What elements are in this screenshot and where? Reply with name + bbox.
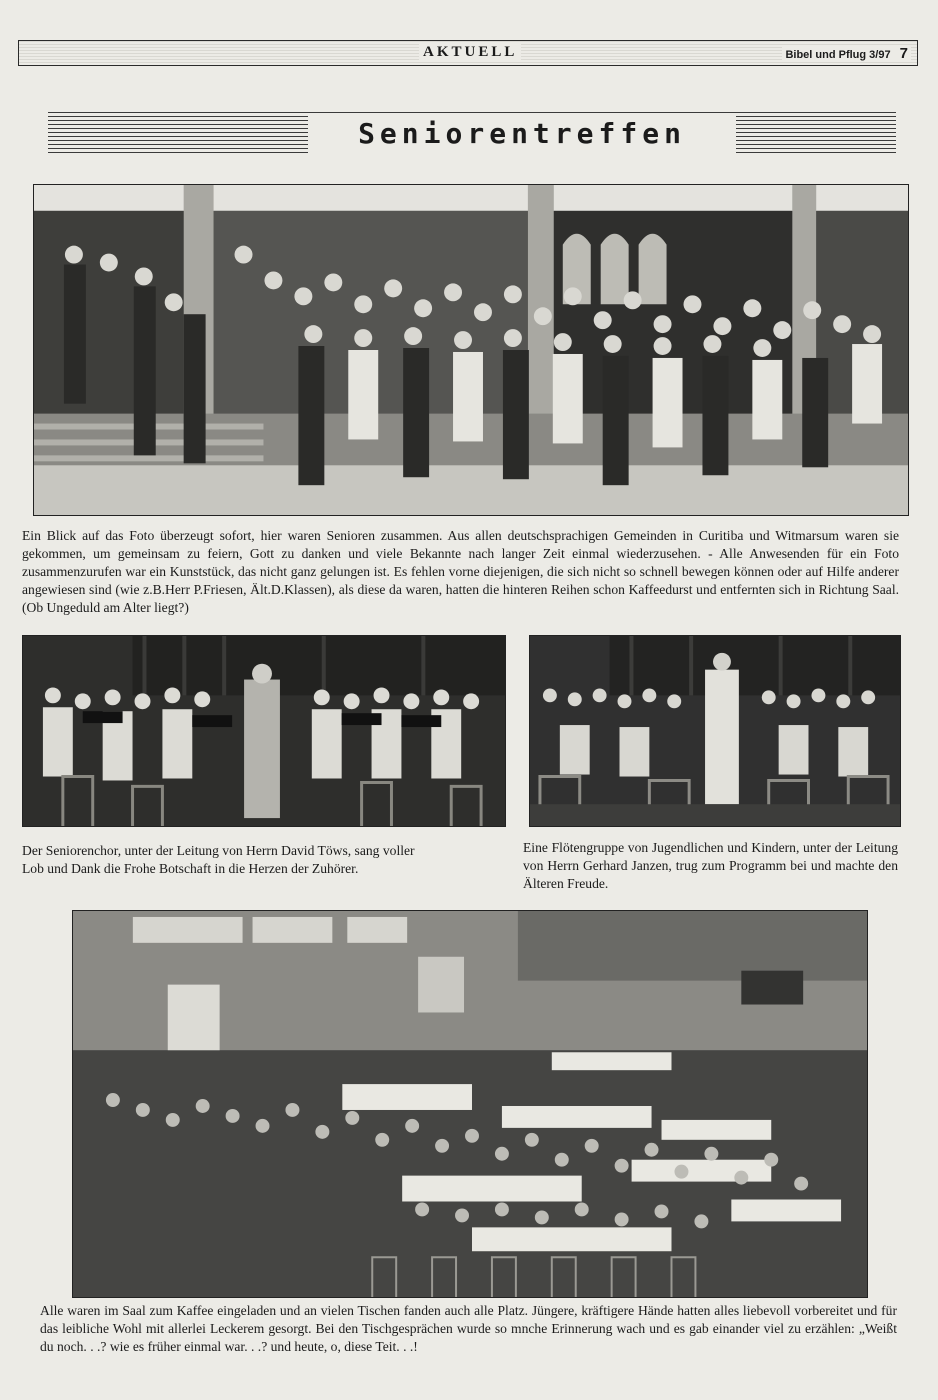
hall-photo-caption: Alle waren im Saal zum Kaffee eingeladen und an vielen Tischen fanden auch alle Platz. Jüngere, kräftigere Hände hatten alles liebevoll vorbereitet und für das leibliche Wohl mit allerlei Leckerem gesorgt. Bei den Tischgesprächen wurde so mnche Erinnerung wach und es gab einander viel zu erzählen: „Weißt du noch. . .? wie es früher einmal war. . .? und heute, o, diese Teit. . .! — [40, 1303, 897, 1354]
title-banner — [48, 112, 896, 156]
choir-photo-caption: Der Seniorenchor, unter der Leitung von Herrn David Töws, sang voller Lob und Dank die Frohe Botschaft in die Herzen der Zuhörer. — [22, 843, 415, 876]
flute-group-photo-caption: Eine Flötengruppe von Jugendlichen und Kindern, unter der Leitung von Herrn Gerhard Janzen, trug zum Programm bei und machte den Älteren Freude. — [523, 840, 898, 891]
title-box — [308, 114, 736, 154]
choir-photo — [22, 635, 506, 827]
publication-name: Bibel und Pflug — [785, 49, 867, 61]
hall-photo — [72, 910, 868, 1298]
page-header — [18, 40, 918, 66]
article-title: Seniorentreffen — [358, 117, 686, 150]
group-photo-caption: Ein Blick auf das Foto überzeugt sofort, hier waren Senioren zusammen. Aus allen deutschsprachigen Gemeinden in Curitiba und Witmarsum waren sie gekommen, um gemeinsam zu feiern, Gott zu danken und viele Bekannte nach langer Zeit einmal wiederzusehen. - Alle Anwesenden für ein Foto zusammenzurufen war ein Kunststück, das nicht ganz gelungen ist. Es fehlen vorne diejenigen, die sich nicht so schnell bewegen können oder auf Hilfe anderer angewiesen sind (wie z.B.Herr P.Friesen, Ält.D.Klassen), als diese da waren, hatten die hinteren Reihen schon Kaffeedurst und entfernten sich in Richtung Saal. (Ob Ungeduld am Alter liegt?) — [22, 528, 899, 615]
group-photo — [33, 184, 909, 516]
section-label: AKTUELL — [419, 44, 521, 61]
issue-info — [782, 45, 911, 62]
flute-group-photo — [529, 635, 901, 827]
page-number: 7 — [899, 45, 908, 62]
issue-number: 3/97 — [869, 49, 891, 61]
